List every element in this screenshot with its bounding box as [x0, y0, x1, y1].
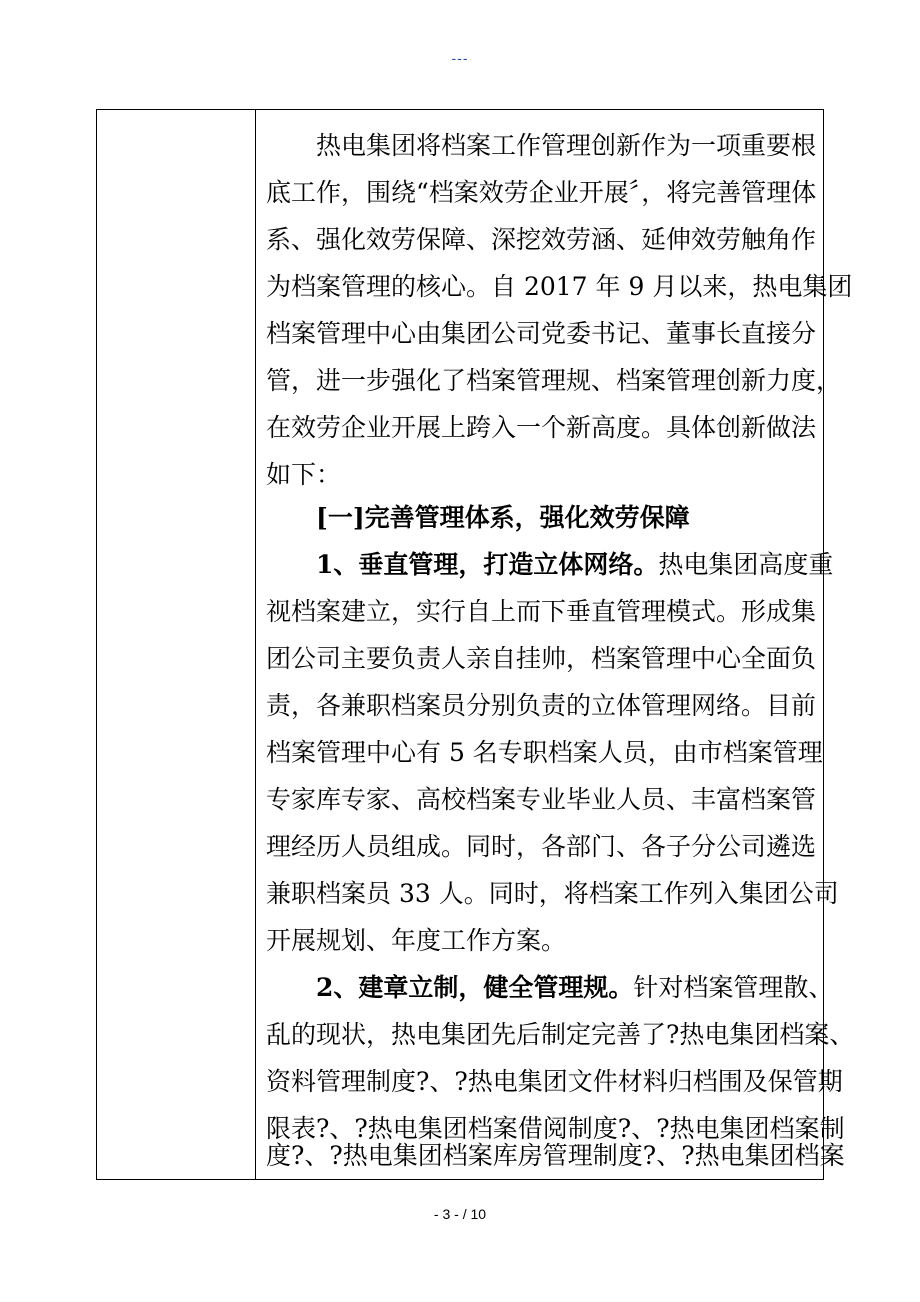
section-heading: [一]完善管理体系，强化效劳保障 — [316, 503, 690, 532]
paragraph-line: 乱的现状，热电集团先后制定完善了?热电集团档案、 — [266, 1020, 855, 1049]
lead-title: 2、建章立制，健全管理规。 — [316, 973, 634, 1002]
paragraph-line: 责，各兼职档案员分别负责的立体管理网络。目前 — [266, 691, 817, 720]
lead-title: 1、垂直管理，打造立体网络。 — [316, 550, 659, 579]
header-mark: --- — [451, 50, 469, 66]
paragraph-lead-line — [316, 545, 834, 585]
table-content-column — [256, 110, 855, 1179]
paragraph-line: 热电集团将档案工作管理创新作为一项重要根 — [316, 131, 817, 160]
paragraph-line: 如下： — [266, 460, 342, 489]
paragraph-line: 管，进一步强化了档案管理规、档案管理创新力度， — [266, 366, 842, 395]
document-table — [96, 109, 855, 1180]
lead-rest: 热电集团高度重 — [658, 550, 834, 579]
paragraph-line: 为档案管理的核心。自 2017 年 9 月以来，热电集团 — [266, 272, 853, 301]
paragraph-line: 团公司主要负责人亲自挂帅，档案管理中心全面负 — [266, 644, 817, 673]
paragraph-line: 底工作，围绕“档案效劳企业开展〞，将完善管理体 — [266, 178, 817, 207]
page-number: - 3 - / 10 — [433, 1206, 487, 1222]
lead-rest: 针对档案管理散、 — [633, 973, 834, 1002]
table-left-column — [97, 110, 256, 1179]
paragraph-lead-line — [316, 968, 834, 1008]
paragraph-line: 限表?、?热电集团档案借阅制度?、?热电集团档案制 — [266, 1114, 845, 1143]
paragraph-line: 兼职档案员 33 人。同时，将档案工作列入集团公司 — [266, 879, 839, 908]
paragraph-line: 理经历人员组成。同时，各部门、各子分公司遴选 — [266, 832, 817, 861]
paragraph-line: 视档案建立，实行自上而下垂直管理模式。形成集 — [266, 597, 817, 626]
paragraph-line: 档案管理中心有 5 名专职档案人员，由市档案管理 — [266, 738, 823, 767]
paragraph-line: 专家库专家、高校档案专业毕业人员、丰富档案管 — [266, 785, 817, 814]
paragraph-line: 开展规划、年度工作方案。 — [266, 926, 567, 955]
paragraph-line: 系、强化效劳保障、深挖效劳涵、延伸效劳触角作 — [266, 225, 817, 254]
paragraph-line: 度?、?热电集团档案库房管理制度?、?热电集团档案 — [266, 1141, 845, 1170]
paragraph-line: 在效劳企业开展上跨入一个新高度。具体创新做法 — [266, 413, 817, 442]
paragraph-line: 资料管理制度?、?热电集团文件材料归档围及保管期 — [266, 1067, 843, 1096]
paragraph-line: 档案管理中心由集团公司党委书记、董事长直接分 — [266, 319, 817, 348]
